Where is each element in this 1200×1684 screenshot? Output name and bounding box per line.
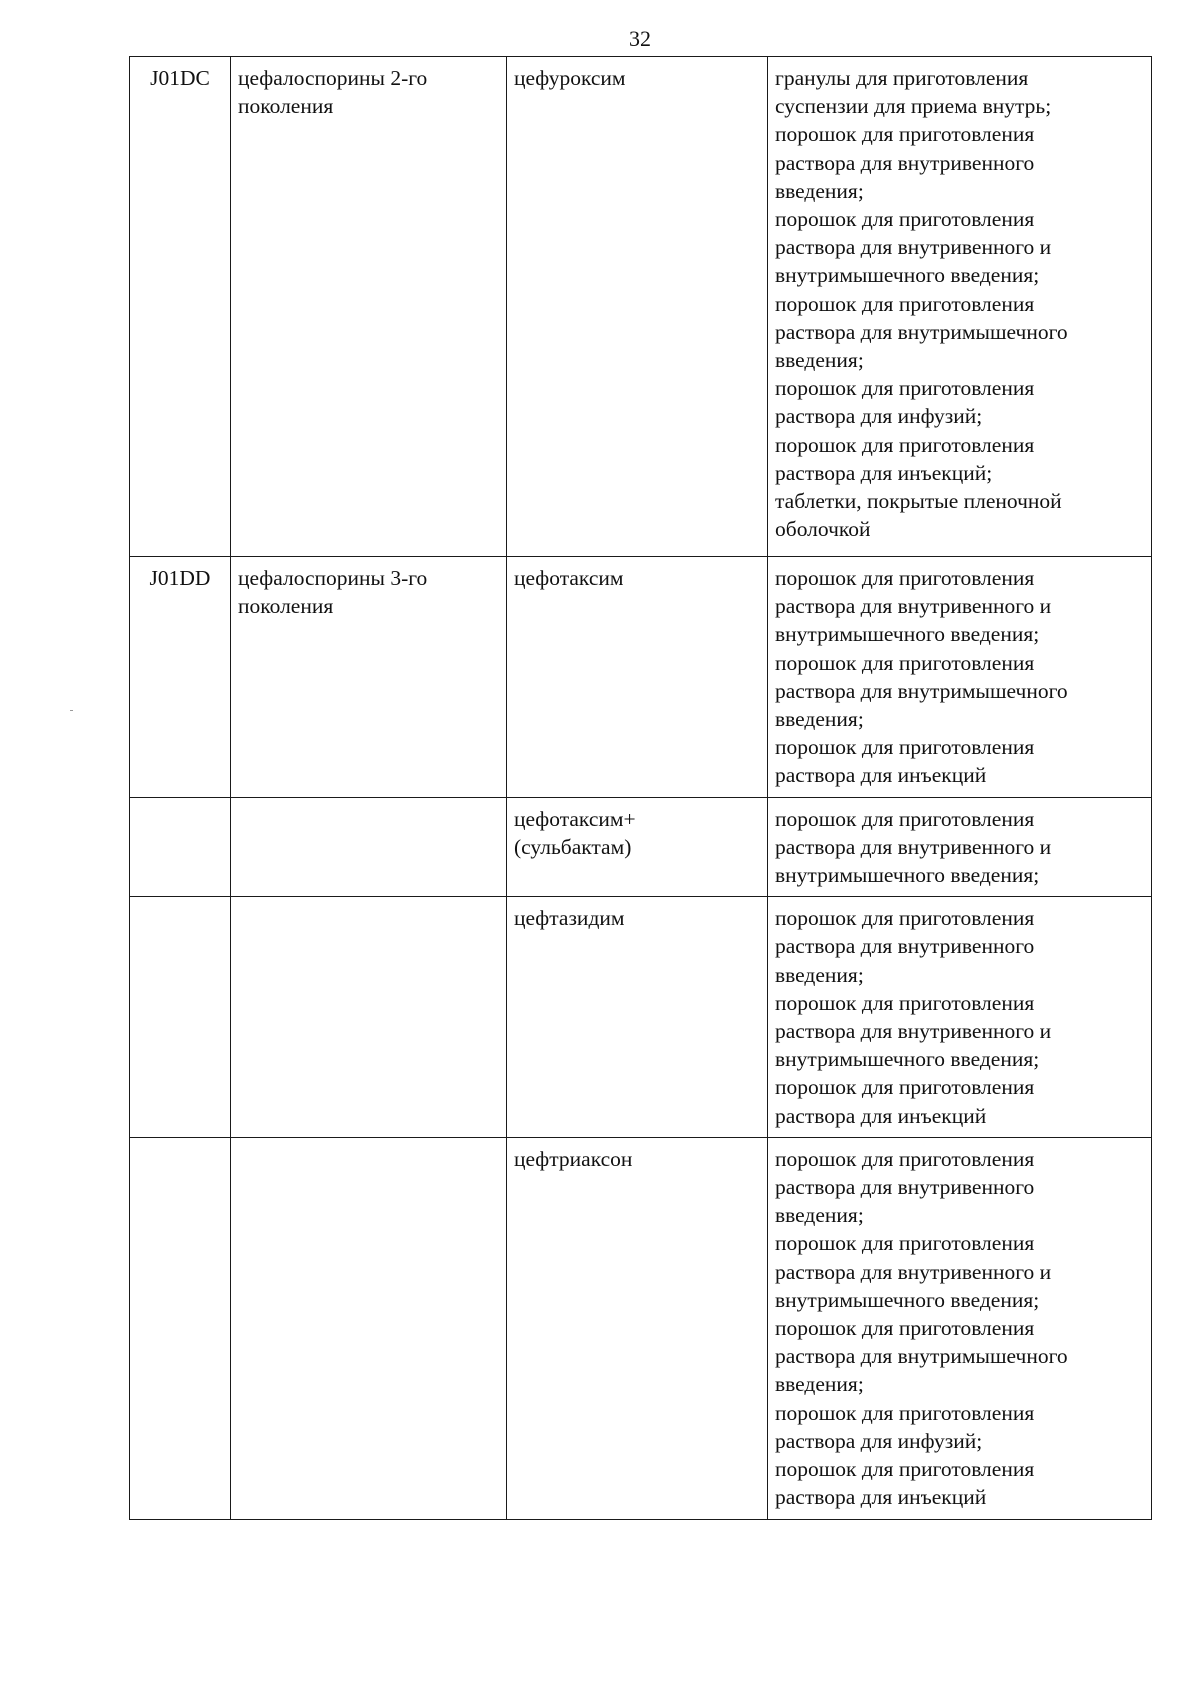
dosage-forms-cell: порошок для приготовления раствора для внутривенного введения; порошок для приготовления раствора для внутривенного и внутримышечного введения; порошок для приготовления раствора для внутримышечного введения; порошок для приготовления раствора для инфузий; порошок для приготовления раствора для инъекций (768, 1137, 1152, 1519)
dosage-forms-cell: порошок для приготовления раствора для внутривенного и внутримышечного введения; порошок для приготовления раствора для внутримышечного введения; порошок для приготовления раствора для инъекций (768, 557, 1152, 798)
drug-table (129, 56, 1152, 1520)
drug-group-cell (231, 797, 507, 897)
dosage-forms-cell: порошок для приготовления раствора для внутривенного введения; порошок для приготовления раствора для внутривенного и внутримышечного введения; порошок для приготовления раствора для инъекций (768, 897, 1152, 1138)
table-row (130, 1137, 1152, 1519)
drug-group-cell (231, 897, 507, 1138)
table-row (130, 897, 1152, 1138)
atc-code-cell (130, 897, 231, 1138)
drug-name-cell: цефуроксим (507, 57, 768, 557)
dosage-forms-cell: порошок для приготовления раствора для внутривенного и внутримышечного введения; (768, 797, 1152, 897)
drug-name-cell: цефотаксим (507, 557, 768, 798)
drug-name-cell: цефтриаксон (507, 1137, 768, 1519)
drug-group-cell: цефалоспорины 2-го поколения (231, 57, 507, 557)
drug-group-cell: цефалоспорины 3-го поколения (231, 557, 507, 798)
dosage-forms-cell: гранулы для приготовления суспензии для приема внутрь; порошок для приготовления раствора для внутривенного введения; порошок для приготовления раствора для внутривенного и внутримышечного введения; порошок для приготовления раствора для внутримышечного введения; порошок для приготовления раствора для инфузий; порошок для приготовления раствора для инъекций; таблетки, покрытые пленочной оболочкой (768, 57, 1152, 557)
table-row (130, 57, 1152, 557)
atc-code-cell: J01DC (130, 57, 231, 557)
page-number: 32 (629, 26, 651, 51)
drug-name-cell: цефотаксим+ (сульбактам) (507, 797, 768, 897)
scan-speck (70, 710, 73, 711)
atc-code-cell: J01DD (130, 557, 231, 798)
drug-group-cell (231, 1137, 507, 1519)
table-row (130, 557, 1152, 798)
drug-name-cell: цефтазидим (507, 897, 768, 1138)
table-row (130, 797, 1152, 897)
atc-code-cell (130, 797, 231, 897)
atc-code-cell (130, 1137, 231, 1519)
